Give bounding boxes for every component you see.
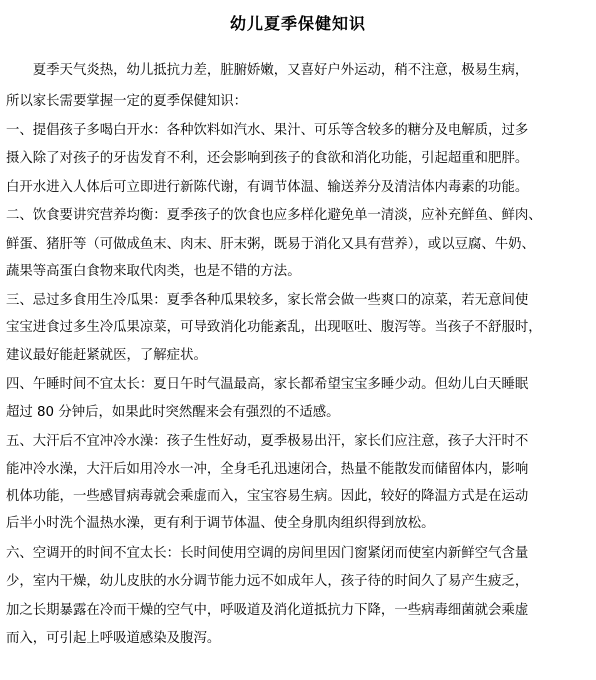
body-line: 摄入除了对孩子的牙齿发育不利，还会影响到孩子的食欲和消化功能，引起超重和肥胖。 (6, 151, 529, 166)
body-line: 后半小时洗个温热水澡，更有利于调节体温、使全身肌肉组织得到放松。 (6, 516, 435, 531)
document-title: 幼儿夏季保健知识 (229, 14, 366, 33)
body-line: 夏季天气炎热，幼儿抵抗力差，脏腑娇嫩，又喜好户外运动，稍不注意，极易生病， (6, 63, 529, 78)
body-line: 四、午睡时间不宜太长：夏日午时气温最高，家长都希望宝宝多睡少动。但幼儿白天睡眠 (6, 377, 529, 392)
body-line: 白开水进入人体后可立即进行新陈代谢，有调节体温、输送养分及清洁体内毒素的功能。 (6, 180, 529, 195)
body-line: 所以家长需要掌握一定的夏季保健知识： (6, 94, 248, 109)
body-line: 能冲冷水澡，大汗后如用冷水一冲，全身毛孔迅速闭合，热量不能散发而储留体内，影响 (6, 462, 529, 477)
body-line: 而入，可引起上呼吸道感染及腹泻。 (6, 631, 221, 646)
body-line: 宝宝进食过多生冷瓜果凉菜，可导致消化功能紊乱，出现呕吐、腹泻等。当孩子不舒服时， (6, 320, 542, 335)
body-line: 超过 80 分钟后，如果此时突然醒来会有强烈的不适感。 (6, 405, 340, 420)
body-line: 一、提倡孩子多喝白开水：各种饮料如汽水、果汁、可乐等含较多的糖分及电解质，过多 (6, 123, 529, 138)
body-line: 蔬果等高蛋白食物来取代肉类，也是不错的方法。 (6, 264, 301, 279)
body-line: 加之长期暴露在冷而干燥的空气中，呼吸道及消化道抵抗力下降，一些病毒细菌就会乘虚 (6, 603, 529, 618)
body-line: 机体功能，一些感冒病毒就会乘虚而入，宝宝容易生病。因此，较好的降温方式是在运动 (6, 489, 529, 504)
body-line: 少，室内干燥，幼儿皮肤的水分调节能力远不如成年人，孩子待的时间久了易产生疲乏， (6, 574, 529, 589)
body-line: 建议最好能赶紧就医，了解症状。 (6, 348, 207, 363)
body-line: 六、空调开的时间不宜太长：长时间使用空调的房间里因门窗紧闭而使室内新鲜空气含量 (6, 546, 529, 561)
body-line: 鲜蛋、猪肝等（可做成鱼末、肉末、肝末粥，既易于消化又具有营养），或以豆腐、牛奶、 (6, 237, 535, 252)
body-line: 五、大汗后不宜冲冷水澡：孩子生性好动，夏季极易出汗，家长们应注意，孩子大汗时不 (6, 434, 529, 449)
body-line: 二、饮食要讲究营养均衡：夏季孩子的饮食也应多样化避免单一清淡，应补充鲜鱼、鲜肉、 (6, 208, 542, 223)
body-line: 三、忌过多食用生冷瓜果：夏季各种瓜果较多，家长常会做一些爽口的凉菜，若无意间使 (6, 293, 529, 308)
